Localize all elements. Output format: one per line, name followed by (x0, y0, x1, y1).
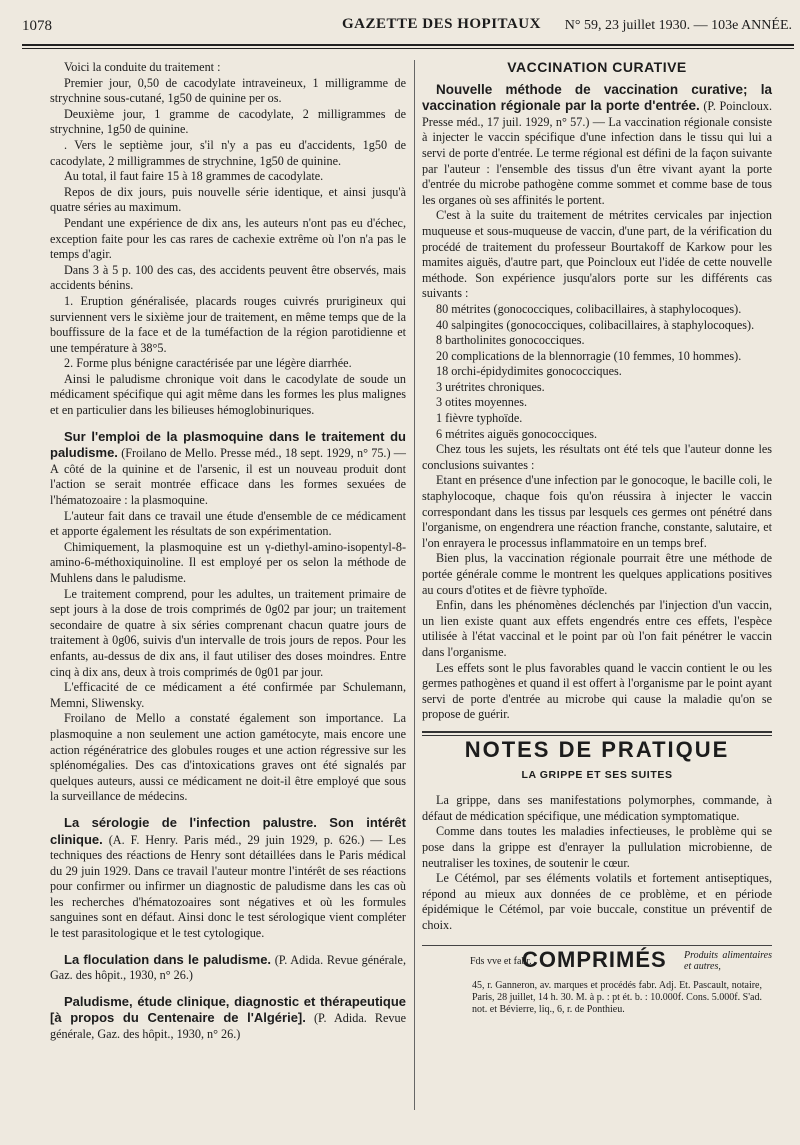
paragraph: Enfin, dans les phénomènes déclenchés par l'injection d'un vaccin, un lien existe quant aux effets engendrés entre ces effets, l'espèce utilisée à l'état vaccinal et le point par où l'on fait pénétrer le vaccin dans l'organisme. (422, 598, 772, 659)
article-title: Sur l'emploi de la plasmoquine dans le traitement du paludisme. (50, 428, 406, 461)
paragraph: Le traitement comprend, pour les adultes, un traitement primaire de sept jours à la dose de trois comprimés de 0g02 par jour; un traitement secondaire de quatre à six séries comprenant chacun quatre jours de traitement à 0g06, suivis d'un intervalle de trois jours de repos. Pour les enfants, au-dessus de dix ans, il faut utiliser des doses moindres. Entre cinq à dix ans, deux à trois comprimés de 0g01 par jour. (50, 586, 406, 679)
paragraph: C'est à la suite du traitement de métrites cervicales par injection muqueuse et sous-muqueuse de vaccin, d'une part, de la vérification du procédé de traitement du professeur Bourtakoff de Karkow pour les mamites aiguës, d'autre part, que Poincloux eut l'idée de cette nouvelle méthode. Son expérience jusqu'alors porte sur les différents cas suivants : (422, 208, 772, 301)
left-column (50, 60, 406, 1043)
header-rule (22, 44, 794, 46)
paragraph: Ainsi le paludisme chronique voit dans le cacodylate de soude un médicament spécifique qui agit même dans les formes les plus malignes et en particulier dans les bilieuses hémoglobinuriques. (50, 371, 406, 418)
list-item: 1 fièvre typhoïde. (436, 411, 523, 426)
paragraph: Bien plus, la vaccination régionale pourrait être une méthode de portée générale comme le montrent les quelques applications positives au cours d'otites et de fièvre typhoïde. (422, 551, 772, 597)
paragraph: Les effets sont le plus favorables quand le vaccin contient le ou les germes pathogènes et quand il est offert à l'organisme par le point ayant servi de porte d'entrée au microbe qui cause la maladie qu'on se propose de guérir. (422, 660, 772, 722)
article-vaccination (422, 82, 772, 209)
paragraph: La grippe, dans ses manifestations polymorphes, commande, à défaut de médication spécifique, une médication symptomatique. (422, 793, 772, 823)
list-item: 3 otites moyennes. (436, 395, 528, 410)
list-item: 18 orchi-épidydimites gonococciques. (436, 364, 622, 379)
ad-headline: COMPRIMÉS (522, 947, 667, 973)
notes-subheading: LA GRIPPE ET SES SUITES (521, 768, 673, 781)
article-serologie (50, 815, 406, 942)
article-title: Nouvelle méthode de vaccination curative; la vaccination régionale par la porte d'entrée. (422, 81, 772, 114)
paragraph: L'efficacité de ce médicament a été confirmée par Schulemann, Memni, Sliwensky. (50, 680, 406, 710)
article-reference: (P. Poincloux. Presse méd., 17 juil. 1929, n° 57.) — La vaccination régionale consiste à injecter le vaccin spécifique d'une infection dans le tissu qui lui a servi de porte d'entrée. Le terme régional est défini de la façon suivante par l'auteur : l'ensemble des tissus d'un être vivant ayant la porte d'entrée du microbe pathogène comme sommet et comme base de tous les organes où ses affinités le portent. (422, 99, 772, 207)
paragraph: L'auteur fait dans ce travail une étude d'ensemble de ce médicament et apporte également les résultats de son expérimentation. (50, 508, 406, 539)
ad-subtitle: Produits alimentaires et autres, (684, 950, 772, 973)
notes-heading: NOTES DE PRATIQUE (464, 736, 730, 762)
paragraph: Le Cétémol, par ses éléments volatils et fortement antiseptiques, répond au mieux aux données de ce problème, et en période épidémique le Cétémol, par voie buccale, constitue un préventif de choix. (422, 871, 772, 932)
paragraph: Premier jour, 0,50 de cacodylate intraveineux, 1 milligramme de strychnine sous-cutané, 1g50 de quinine per os. (50, 75, 406, 106)
article-reference: (Froilano de Mello. Presse méd., 18 sept. 1929, n° 75.) — A côté de la quinine et de l'arsenic, il est un nouveau produit dont l'action se serait montrée efficace dans les formes sexuées de l'hématozoaire : la plasmoquine. (50, 446, 406, 508)
case-list (422, 302, 772, 442)
right-column (422, 60, 772, 1034)
column-divider (414, 60, 415, 1110)
page-header (22, 10, 792, 38)
paragraph: Comme dans toutes les maladies infectieuses, le problème qui se pose dans la grippe est d'enrayer la pullulation microbienne, de neutraliser les toxines, de soutenir le cœur. (422, 824, 772, 870)
article-title: La sérologie de l'infection palustre. Son intérêt clinique. (50, 814, 406, 847)
article-title: Paludisme, étude clinique, diagnostic et thérapeutique [à propos du Centenaire de l'Algérie]. (50, 993, 406, 1026)
paragraph: Pendant une expérience de dix ans, les auteurs n'ont pas eu d'échec, exception faite pour les cas rares de cachexie extrême où l'on n'a pas le temps d'agir. (50, 215, 406, 262)
paragraph: Au total, il faut faire 15 à 18 grammes de cacodylate. (64, 169, 324, 184)
article-plasmoquine (50, 429, 406, 509)
header-rule-thin (22, 48, 794, 49)
list-item: 8 bartholinites gonococciques. (436, 333, 585, 348)
page-number: 1078 (22, 18, 52, 34)
issue-line: N° 59, 23 juillet 1930. — 103e ANNÉE. (564, 18, 792, 33)
list-item: 40 salpingites (gonococciques, colibacillaires, à staphylocoques). (436, 317, 755, 332)
list-item: 20 complications de la blennorragie (10 femmes, 10 hommes). (436, 348, 742, 363)
notes-rule-thin (422, 735, 772, 736)
article-paludisme (50, 994, 406, 1043)
ad-text: 45, r. Ganneron, av. marques et procédés fabr. Adj. Et. Pascault, notaire, Paris, 28 juillet, 14 h. 30. M. à p. : pt ét. b. : 10.000f. Cons. 5.000f. S'ad. not. et Bévierre, liq., 6, r. de Ponthieu. (472, 980, 762, 1016)
paragraph: Chimiquement, la plasmoquine est un γ-diethyl-amino-isopentyl-8-amino-6-méthoxiquinoline. Il est employé per os selon la méthode de Muhlens dans le paludisme. (50, 539, 406, 585)
paragraph: Etant en présence d'une infection par le gonocoque, le bacille coli, le staphylocoque, chaque fois qu'on réussira à injecter le vaccin correspondant dans les tissus par lesquels ces germes ont pénétré dans l'organisme, on engendrera une réaction franche, constante, salutaire, et l'on enrayera le processus inflammatoire en un temps bref. (422, 473, 772, 550)
paragraph: 2. Forme plus bénigne caractérisée par une légère diarrhée. (64, 356, 352, 371)
paragraph: Deuxième jour, 1 gramme de cacodylate, 2 milligrammes de strychnine, 1g50 de quinine. (50, 106, 406, 137)
article-body: (P. Adida. Revue générale, Gaz. des hôpit., 1930, n° 26.) (50, 952, 406, 983)
article-floculation (50, 952, 406, 984)
list-item: 3 urétrites chroniques. (436, 379, 545, 394)
classified-ad (422, 945, 772, 1034)
list-item: 6 métrites aiguës gonococciques. (436, 426, 598, 441)
notes-rule (422, 731, 772, 733)
paragraph: Repos de dix jours, puis nouvelle série identique, et ainsi jusqu'à quatre séries au maximum. (50, 184, 406, 215)
paragraph: 1. Eruption généralisée, placards rouges cuivrés prurigineux qui surviennent vers le sixième jour de traitement, en même temps que de la bouffissure de la face et de la tuméfaction de la région parotidienne et une température à 38°5. (50, 293, 406, 355)
paragraph: Dans 3 à 5 p. 100 des cas, des accidents peuvent être observés, mais accidents bénins. (50, 262, 406, 293)
article-body: (P. Adida. Revue générale, Gaz. des hôpit., 1930, n° 26.) (50, 1011, 407, 1042)
ad-label: Fds vve et fabr. (470, 956, 532, 968)
publication-title: GAZETTE DES HOPITAUX (342, 16, 541, 32)
list-item: 80 métrites (gonococciques, colibacillaires, à staphylocoques). (436, 301, 742, 316)
article-title: La floculation dans le paludisme. (64, 951, 272, 967)
section-heading: VACCINATION CURATIVE (507, 59, 687, 75)
paragraph: Chez tous les sujets, les résultats ont été tels que l'auteur donne les conclusions suivantes : (422, 442, 772, 472)
paragraph: Voici la conduite du traitement : (64, 60, 221, 74)
article-body: (A. F. Henry. Paris méd., 29 juin 1929, p. 626.) — Les techniques des réactions de Henry sont détaillées dans le Paris médical du 29 juin 1929. Dans ce travail l'auteur montre l'intérêt de ses réactions pour confirmer ou infirmer un diagnostic de paludisme dans les cas où les recherches d'hématozoaires sont négatives et où les formules sanguines sont en défaut. Ainsi donc le test sérologique vient compléter le test parasitologique et le test cytologique. (50, 832, 407, 941)
paragraph: Froilano de Mello a constaté également son importance. La plasmoquine a non seulement une action gamétocyte, mais encore une action régénératrice des globules rouges et une action régressive sur les splénomégalies. Des cas d'intoxications graves ont été signalés par quelques auteurs, aussi ce médicament ne doit-il être employé que sous la surveillance de médecins. (50, 711, 406, 804)
paragraph: . Vers le septième jour, s'il n'y a pas eu d'accidents, 1g50 de cacodylate, 2 milligrammes de strychnine, 1g50 de quinine. (50, 137, 406, 168)
